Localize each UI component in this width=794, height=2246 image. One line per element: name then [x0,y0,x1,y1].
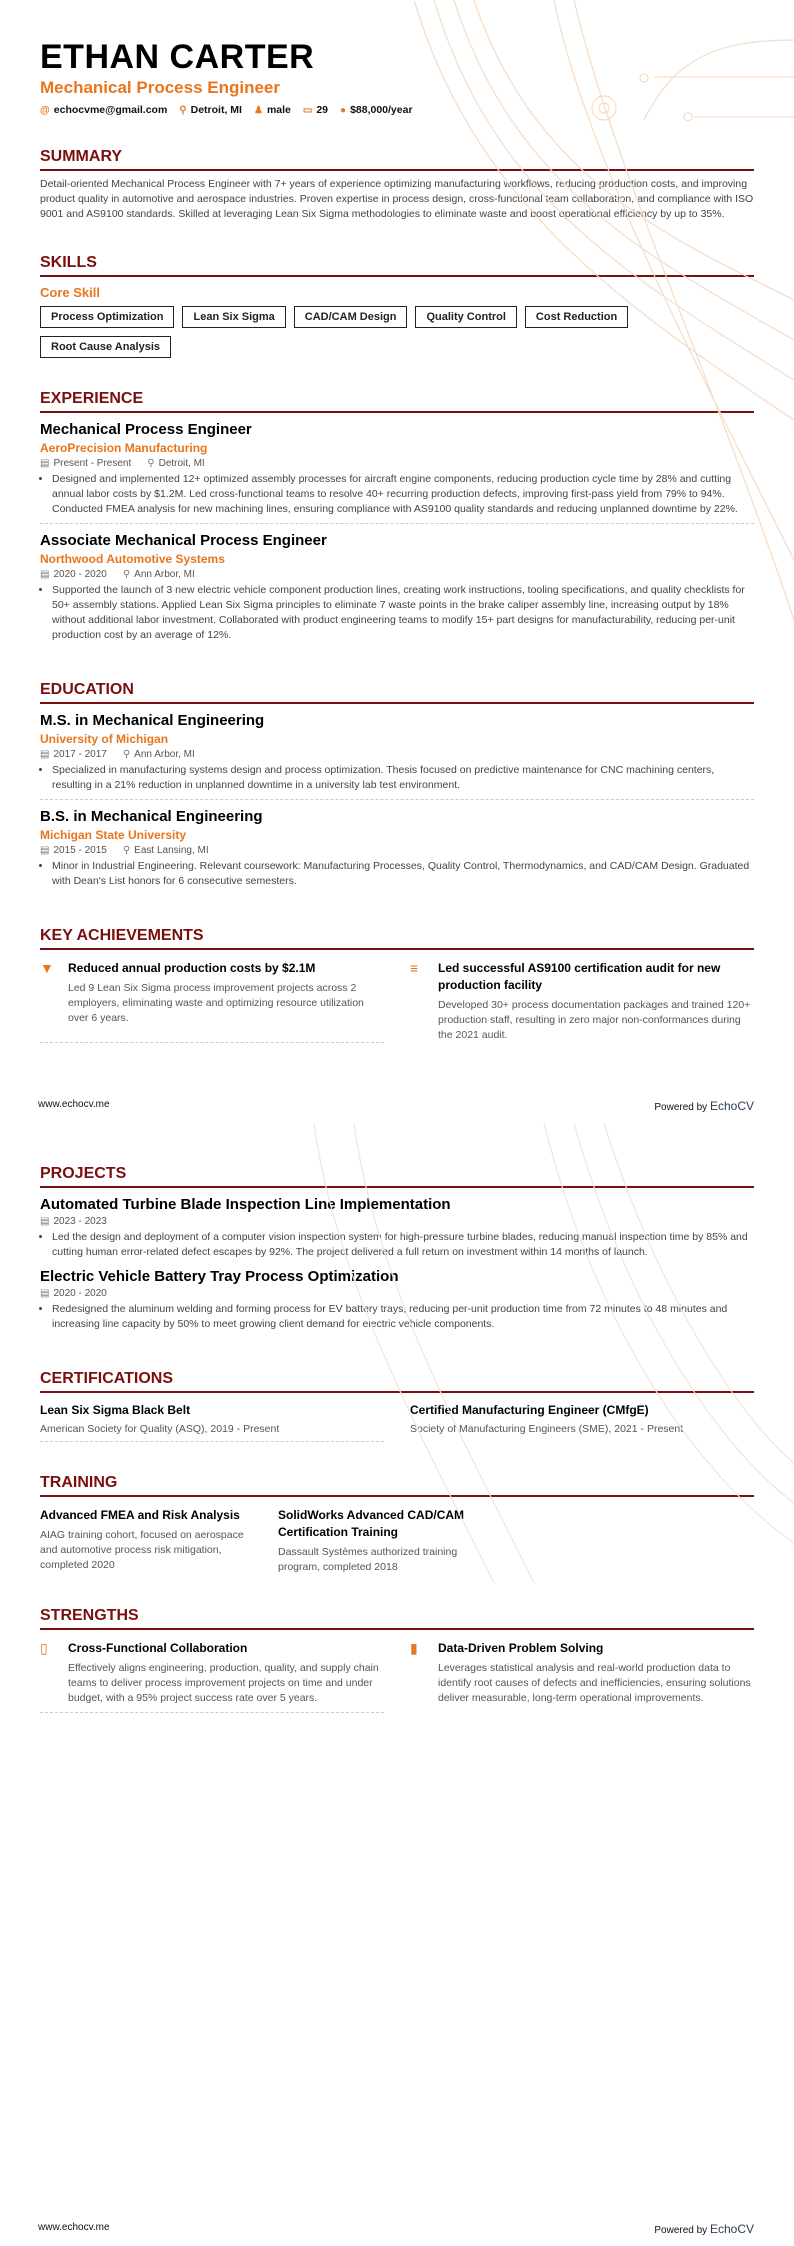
degree: B.S. in Mechanical Engineering [40,808,263,825]
achievement-title: Reduced annual production costs by $2.1M [68,961,316,975]
brand[interactable]: EchoCV [709,2222,754,2236]
page-footer [38,1099,754,1113]
degree: M.S. in Mechanical Engineering [40,712,265,729]
calendar-icon: ▤ [40,569,50,580]
location-icon: ⚲ [179,105,187,116]
job-title: Associate Mechanical Process Engineer [40,532,327,549]
person-icon: ♟ [253,105,263,116]
projects-section [40,1165,754,1338]
skill-tag: Process Optimization [40,306,174,328]
site-link[interactable]: www.echocv.me [38,1099,110,1110]
dates: 2017 - 2017 [53,749,107,760]
header [40,38,754,116]
bullet: • Supported the launch of 3 new electric vehicle component production lines, creating work instructions, tooling specifications, and quality checklists for 50+ assembly stations. Applied Lean Six Sigma principles to eliminate 7 waste points in the brake caliper assembly line, increasing output by 18% without additional labor investment. Collaborated with product engineering teams to modify 15+ part designs for manufacturability, reducing per-unit production cost by an average of 12%. [52,583,754,643]
dates: 2015 - 2015 [53,845,107,856]
location-icon: ⚲ [122,569,131,580]
skill-tag: Lean Six Sigma [182,306,285,328]
skill-tag: Root Cause Analysis [40,336,171,358]
email-icon: @ [40,105,50,116]
experience-section [40,390,754,649]
strength-text: Leverages statistical analysis and real-world production data to identify root causes of defects and inefficiencies, ensuring solutions deliver measurable, long-term operational improvements. [438,1662,751,1704]
project-item [40,1196,754,1260]
project-item [40,1268,754,1338]
candidate-title: Mechanical Process Engineer [40,78,280,97]
skill-tag: Quality Control [415,306,516,328]
powered-by: Powered by [654,2225,708,2236]
candidate-name: ETHAN CARTER [40,38,315,76]
strengths-section [40,1607,754,1713]
school: University of Michigan [40,732,169,746]
training-detail: AIAG training cohort, focused on aerospace and automotive process risk mitigation, completed 2020 [40,1529,244,1571]
company: AeroPrecision Manufacturing [40,441,208,455]
certification-detail: Society of Manufacturing Engineers (SME), 2021 - Present [410,1423,684,1435]
page-footer [38,2222,754,2236]
dollar-icon: ● [340,105,347,116]
strength-title: Cross-Functional Collaboration [68,1641,248,1655]
strength-title: Data-Driven Problem Solving [438,1641,604,1655]
bullet: • Designed and implemented 12+ optimized assembly processes for aircraft engine components, reducing production cycle time by 28% and cutting annual labor costs by $1.2M. Led cross-functional teams to resolve 40+ recurring production defects, improving first-pass yield from 79% to 94%. Conducted FMEA analysis for new machining lines, ensuring compliance with AS9100 quality standards and reducing unplanned downtime by 22%. [52,472,754,517]
dates: Present - Present [53,458,132,469]
calendar-icon: ▭ [302,105,313,116]
dates: 2020 - 2020 [53,569,107,580]
skill-tag: CAD/CAM Design [294,306,408,328]
achievement-title: Led successful AS9100 certification audit for new production facility [438,961,721,992]
powered-by: Powered by [654,1102,708,1113]
education-item [40,712,754,800]
bullet: • Redesigned the aluminum welding and forming process for EV battery trays, reducing per-unit production time from 72 minutes to 48 minutes and increasing line capacity by 50% to meet growing client demand for electric vehicle components. [52,1302,754,1332]
location: East Lansing, MI [134,845,209,856]
job-title: Mechanical Process Engineer [40,421,252,438]
section-heading: SUMMARY [40,148,754,171]
education-item [40,808,754,895]
achievement-item [40,960,384,1043]
section-heading: STRENGTHS [40,1607,754,1630]
achievement-item [410,960,754,1043]
age: 29 [316,104,329,116]
location-icon: ⚲ [122,749,131,760]
clipboard-icon: ▮ [410,1640,418,1656]
company: Northwood Automotive Systems [40,552,225,566]
section-heading: EDUCATION [40,681,754,704]
achievement-text: Led 9 Lean Six Sigma process improvement projects across 2 employers, eliminating waste and optimizing resource utilization over 6 years. [68,982,364,1024]
skill-tag: Cost Reduction [525,306,628,328]
training-name: Advanced FMEA and Risk Analysis [40,1508,240,1522]
calendar-icon: ▤ [40,749,50,760]
training-detail: Dassault Systèmes authorized training program, completed 2018 [278,1546,458,1573]
section-heading: KEY ACHIEVEMENTS [40,927,754,950]
calendar-icon: ▤ [40,845,50,856]
calendar-icon: ▤ [40,458,50,469]
section-heading: PROJECTS [40,1165,754,1188]
certification-name: Lean Six Sigma Black Belt [40,1403,191,1417]
gender: male [266,104,291,116]
salary: $88,000/year [350,104,413,116]
comment-icon: ▼ [40,960,54,976]
certification-item [410,1403,754,1442]
section-heading: TRAINING [40,1474,754,1497]
school: Michigan State University [40,828,187,842]
strength-text: Effectively aligns engineering, production, quality, and supply chain teams to deliver process improvement projects on time and under budget, with a 95% project success rate over 5 years. [68,1662,379,1704]
contact-info [40,104,754,116]
project-title: Automated Turbine Blade Inspection Line Implementation [40,1196,451,1213]
certifications-section [40,1370,754,1442]
brand[interactable]: EchoCV [709,1099,754,1113]
location: Ann Arbor, MI [134,569,195,580]
email[interactable]: echocvme@gmail.com [53,104,168,116]
training-item [40,1507,260,1575]
project-title: Electric Vehicle Battery Tray Process Optimization [40,1268,399,1285]
training-name: SolidWorks Advanced CAD/CAM Certification Training [278,1508,465,1539]
achievement-text: Developed 30+ process documentation packages and trained 120+ production staff, resulting in zero major non-conformances during the 2021 audit. [438,999,751,1041]
site-link[interactable]: www.echocv.me [38,2222,110,2233]
skill-group-label: Core Skill [40,285,100,300]
bullet: • Minor in Industrial Engineering. Relevant coursework: Manufacturing Processes, Quality Control, Thermodynamics, and CAD/CAM Design. Graduated with Dean's List honors for 6 consecutive semesters. [52,859,754,889]
certification-name: Certified Manufacturing Engineer (CMfgE) [410,1403,649,1417]
location-icon: ⚲ [147,458,155,469]
section-heading: EXPERIENCE [40,390,754,413]
calendar-icon: ▤ [40,1288,50,1299]
location: Ann Arbor, MI [134,749,195,760]
training-item [278,1507,498,1575]
bullet: • Specialized in manufacturing systems design and process optimization. Thesis focused on predictive maintenance for CNC machining centers, resulting in a 21% reduction in unplanned downtime in a university lab test environment. [52,763,754,793]
location: Detroit, MI [158,458,205,469]
skills-section [40,254,754,358]
location-icon: ⚲ [122,845,131,856]
summary-section [40,148,754,222]
dates: 2020 - 2020 [53,1288,107,1299]
bullet: • Led the design and deployment of a computer vision inspection system for high-pressure turbine blades, reducing manual inspection time by 85% and cutting human error-related defect escapes by 92%. The project delivered a full return on investment within 14 months of launch. [52,1230,754,1260]
location: Detroit, MI [190,104,242,116]
calendar-icon: ▤ [40,1216,50,1227]
training-section [40,1474,754,1575]
achievements-section [40,927,754,1043]
experience-item [40,532,754,649]
resume-page-2 [0,1123,794,2246]
bookmark-icon: ▯ [40,1640,48,1656]
section-heading: SKILLS [40,254,754,277]
strength-item [410,1640,754,1713]
strength-item [40,1640,384,1713]
dates: 2023 - 2023 [53,1216,107,1227]
summary-text: Detail-oriented Mechanical Process Engineer with 7+ years of experience optimizing manufacturing workflows, reducing production costs, and improving product quality in automotive and aerospace industries. Proven expertise in process design, cross-functional team collaboration, and compliance with ISO 9001 and AS9100 standards. Skilled at leveraging Lean Six Sigma methodologies to eliminate waste and boost operational efficiency by up to 35%. [40,178,754,220]
certification-detail: American Society for Quality (ASQ), 2019 - Present [40,1423,280,1435]
experience-item [40,421,754,524]
list-icon: ≡ [410,960,419,976]
education-section [40,681,754,895]
section-heading: CERTIFICATIONS [40,1370,754,1393]
certification-item [40,1403,384,1442]
